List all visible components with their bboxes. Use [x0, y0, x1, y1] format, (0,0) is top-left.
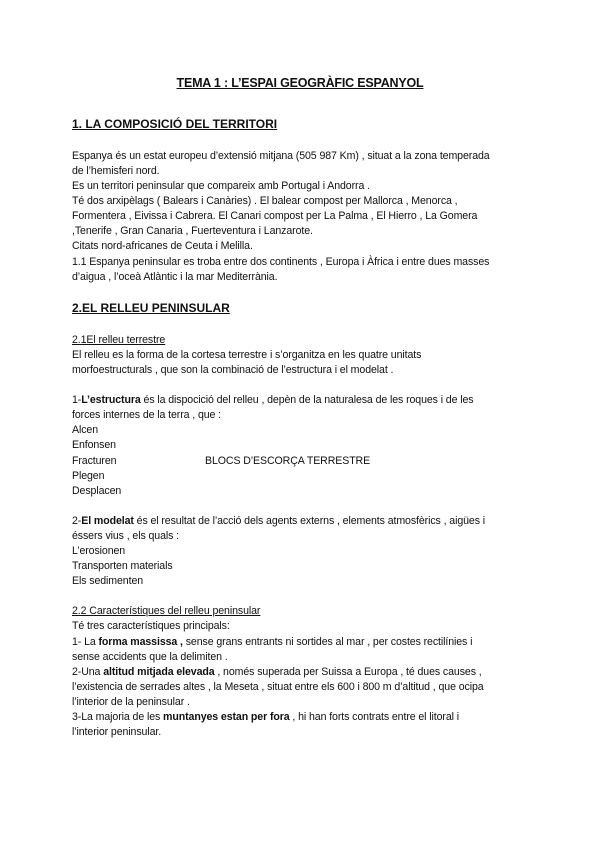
subsection-2-1-heading: 2.1El relleu terrestre: [72, 334, 166, 346]
s1-line: Es un territori peninsular que compareix amb Portugal i Andorra .: [72, 180, 370, 192]
s2-intro-line: El relleu es la forma de la cortesa terrestre i s’organitza en les quatre unitats: [72, 349, 422, 361]
characteristic-1: 1- La forma massissa , sense grans entrants ni sortides al mar , per costes rectilínies i: [72, 636, 473, 648]
section-2-heading: 2.EL RELLEU PENINSULAR: [72, 301, 230, 315]
s1-line: Formentera , Eivissa i Cabrera. El Canari compost per La Palma , El Hierro , La Gomera: [72, 210, 478, 222]
list-item: Transporten materials: [72, 560, 173, 572]
section-1-heading: 1. LA COMPOSICIÓ DEL TERRITORI: [72, 117, 278, 131]
s1-line: Té dos arxipèlags ( Balears i Canàries) . El balear compost per Mallorca , Menorca ,: [72, 195, 458, 207]
list-item: Fracturen: [72, 455, 117, 467]
modelat-paragraph: 2-El modelat és el resultat de l’acció dels agents externs , elements atmosfèrics , aigües i: [72, 515, 485, 527]
list-item: Els sedimenten: [72, 575, 144, 587]
list-item: Plegen: [72, 470, 105, 482]
page-title: TEMA 1 : L’ESPAI GEOGRÀFIC ESPANYOL: [176, 76, 424, 90]
s2-intro-line: morfoestructurals , que son la combinació de l’estructura i el modelat .: [72, 364, 394, 376]
s1-line: d’aigua , l’oceà Atlàntic i la mar Mediterrània.: [72, 271, 278, 283]
s1-line: 1.1 Espanya peninsular es troba entre dos continents , Europa i Àfrica i entre dues masses: [72, 256, 490, 268]
characteristic-1-line2: sense accidents que la delimiten .: [72, 651, 228, 663]
s2-2-intro: Té tres característiques principals:: [72, 620, 230, 632]
blocs-note: BLOCS D’ESCORÇA TERRESTRE: [205, 455, 371, 467]
estructura-paragraph: 1-L’estructura és la dispocició del relleu , depèn de la naturalesa de les roques i de les: [72, 394, 474, 406]
s1-line: de l’hemisferi nord.: [72, 165, 160, 177]
s1-line: ,Tenerife , Gran Canaria , Fuerteventura i Lanzarote.: [72, 225, 313, 237]
characteristic-2-line2: l’existencia de serrades altes , la Meseta , situat entre els 600 i 800 m d’altitud , que ocipa: [72, 681, 484, 693]
s1-line: Espanya és un estat europeu d’extensió mitjana (505 987 Km) , situat a la zona temperada: [72, 150, 490, 162]
list-item: Alcen: [72, 424, 98, 436]
subsection-2-2-heading: 2.2 Característiques del relleu peninsular: [72, 605, 261, 617]
characteristic-3-line2: l’interior peninsular.: [72, 726, 162, 738]
list-item: L’erosionen: [72, 545, 126, 557]
list-item: Desplacen: [72, 485, 122, 497]
s1-line: Citats nord-africanes de Ceuta i Melilla.: [72, 240, 253, 252]
estructura-line2: forces internes de la terra , que :: [72, 409, 222, 421]
list-item: Enfonsen: [72, 439, 116, 451]
characteristic-3: 3-La majoria de les muntanyes estan per fora , hi han forts contrats entre el litoral i: [72, 711, 459, 723]
characteristic-2: 2-Una altitud mitjada elevada , només superada per Suissa a Europa , té dues causes ,: [72, 666, 482, 678]
modelat-line2: éssers vius , els quals :: [72, 530, 180, 542]
characteristic-2-line3: l’interior de la peninsular .: [72, 696, 190, 708]
